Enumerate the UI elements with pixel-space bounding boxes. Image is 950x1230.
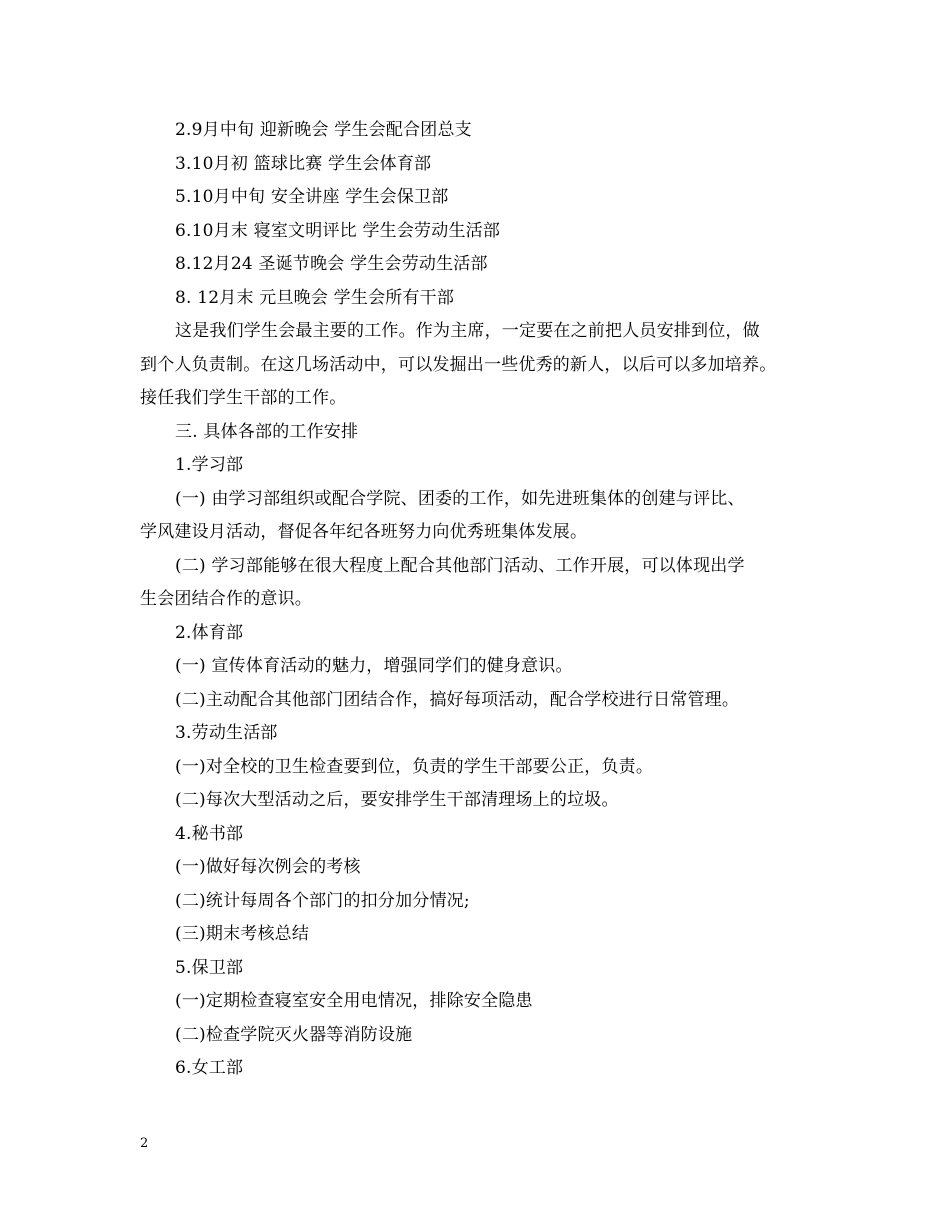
text-line: (一)对全校的卫生检查要到位，负责的学生干部要公正，负责。 — [175, 756, 654, 777]
text-line: 6.10月末 寝室文明评比 学生会劳动生活部 — [175, 220, 501, 241]
department-heading: 6.女工部 — [175, 1058, 244, 1078]
text-line: (一)定期检查寝室安全用电情况，排除安全隐患 — [175, 991, 533, 1011]
text-line: 生会团结合作的意识。 — [140, 589, 312, 609]
text-line: 8. 12月末 元旦晚会 学生会所有干部 — [175, 287, 455, 308]
department-heading: 1.学习部 — [175, 455, 244, 475]
department-heading: 3.劳动生活部 — [175, 723, 278, 743]
text-line: (一) 由学习部组织或配合学院、团委的工作，如先进班集体的创建与评比、 — [175, 488, 745, 509]
department-heading: 5.保卫部 — [175, 957, 244, 978]
department-heading: 2.体育部 — [175, 622, 244, 643]
text-line: (一) 宣传体育活动的魅力，增强同学们的健身意识。 — [175, 656, 573, 676]
text-line: (二)检查学院灭火器等消防设施 — [175, 1024, 413, 1045]
text-line: (二)主动配合其他部门团结合作，搞好每项活动，配合学校进行日常管理。 — [175, 689, 740, 710]
document-body — [140, 114, 820, 1086]
text-line: (二)统计每周各个部门的扣分加分情况; — [175, 890, 470, 911]
text-line: 这是我们学生会最主要的工作。作为主席，一定要在之前把人员安排到位，做 — [175, 321, 760, 341]
text-line: 5.10月中旬 安全讲座 学生会保卫部 — [175, 187, 449, 207]
text-line: 学风建设月活动，督促各年纪各班努力向优秀班集体发展。 — [140, 522, 588, 542]
text-line: (三)期末考核总结 — [175, 924, 310, 944]
page-number: 2 — [140, 1136, 149, 1151]
text-line: 2.9月中旬 迎新晚会 学生会配合团总支 — [175, 120, 472, 140]
section-heading: 三. 具体各部的工作安排 — [175, 421, 359, 442]
text-line: (二) 学习部能够在很大程度上配合其他部门活动、工作开展，可以体现出学 — [175, 555, 745, 576]
department-heading: 4.秘书部 — [175, 823, 244, 844]
text-line: (一)做好每次例会的考核 — [175, 857, 361, 877]
text-line: 到个人负责制。在这几场活动中，可以发掘出一些优秀的新人，以后可以多加培养。 — [140, 354, 777, 375]
text-line: 3.10月初 篮球比赛 学生会体育部 — [175, 153, 432, 174]
text-line: 接任我们学生干部的工作。 — [140, 388, 347, 408]
text-line: (二)每次大型活动之后，要安排学生干部清理场上的垃圾。 — [175, 790, 619, 810]
text-line: 8.12月24 圣诞节晚会 学生会劳动生活部 — [175, 254, 488, 274]
